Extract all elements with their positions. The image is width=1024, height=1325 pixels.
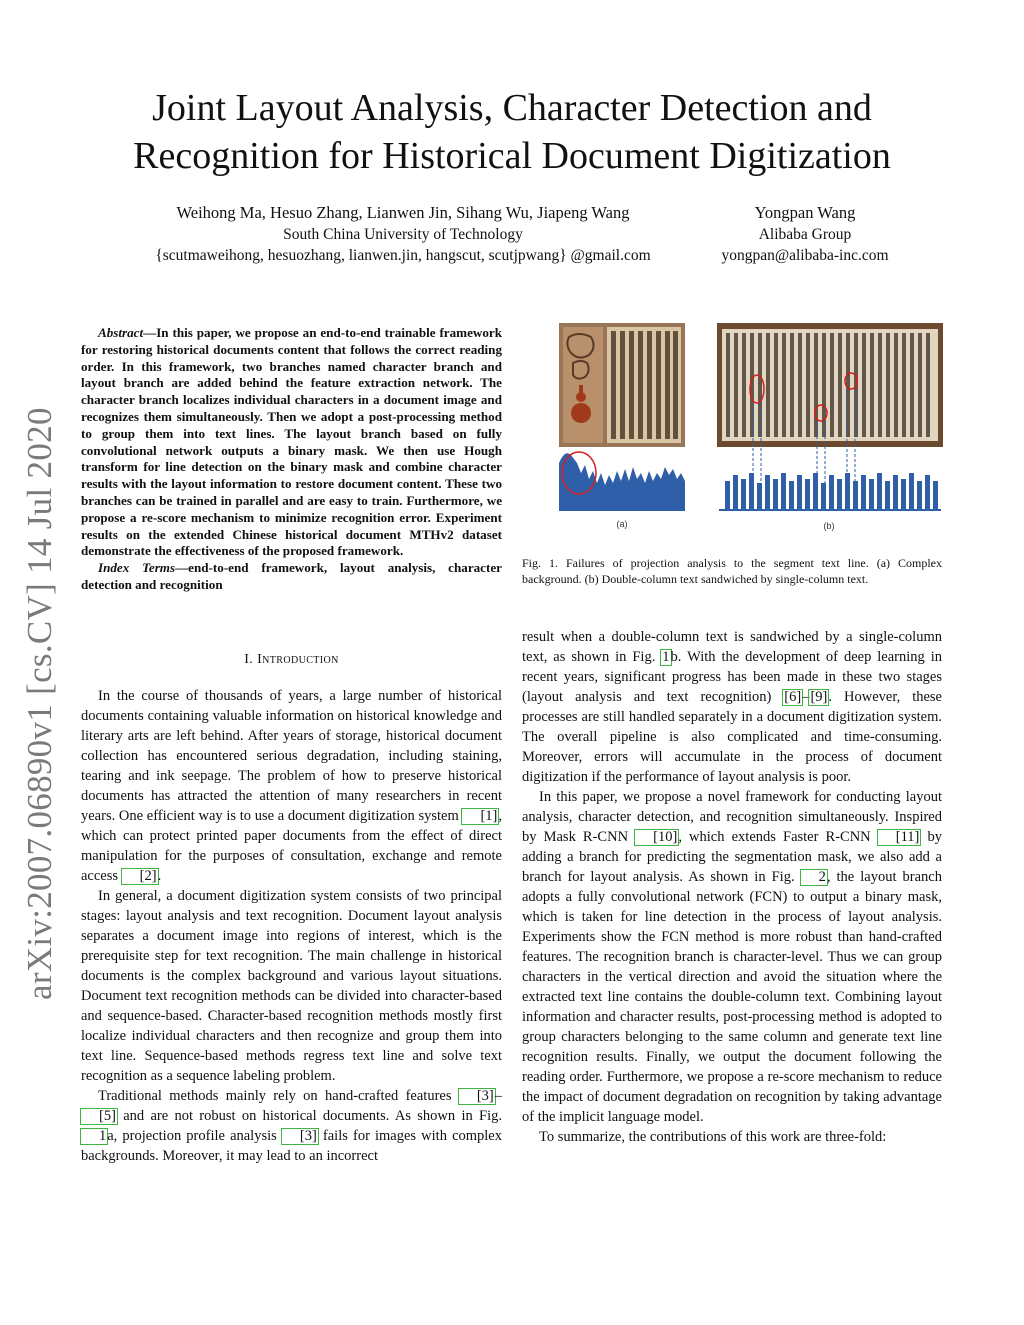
figure-1b-label: (b) <box>823 521 835 531</box>
paragraph: To summarize, the contributions of this work are three-fold: <box>539 1129 887 1145</box>
citation-link[interactable]: [2] <box>122 869 158 884</box>
figure-link[interactable]: 1 <box>662 649 670 665</box>
citation-link[interactable]: [11] <box>878 830 921 845</box>
paragraph: In the course of thousands of years, a large number of historical documents containing valuable information on historical knowledge and literary arts are left behind. After years of storage, historical document collection has encountered serious degradation, including staining, tearing and ink seepage. The problem of how to preserve historical documents has attracted the attention of many researchers in recent years. One efficient way is to use a document digitization system [1], which can protect printed paper documents from the effect of direct manipulation for the purposes of consultation, exchange and remote access [2]. <box>81 688 502 884</box>
figure-1a-projection-profile <box>559 452 685 511</box>
citation-link[interactable]: [10] <box>635 830 678 845</box>
citation-link[interactable]: [3] <box>282 1129 318 1144</box>
index-terms-text: —end-to-end framework, layout analysis, character detection and recognition <box>81 560 502 592</box>
author-name: Yongpan Wang <box>754 203 856 222</box>
paragraph: In this paper, we propose a novel framework for conducting layout analysis, character detection, and recognition simultaneously. Inspired by Mask R-CNN [10], which extends Faster R-CNN [11] by adding a branch for predicting the segmentation mask, we also add a branch for layout analysis. As shown in Fig. 2, the layout branch adopts a fully convolutional network (FCN) to output a binary mask, which is taken for line detection in the process of layout analysis. Experiments show the FCN method is more robust than hand-crafted features. The recognition branch is character-level. Thus we can group characters in the vertical direction and avoid the situation where the extracted text line contains the double-column text. Combining layout information and character results, post-processing method is adopted to group characters belonging to the same column and generate text line recognition results. Finally, we output the document following the reading order. Furthermore, we propose a re-score mechanism to reduce the impact of document degradation on recognition by taking advantage of the implicit language model. <box>522 789 942 1125</box>
figure-1a-document-image <box>559 323 685 447</box>
figure-1b-projection-profile <box>719 473 941 511</box>
paper-title <box>60 84 964 180</box>
section-heading <box>81 652 502 668</box>
figure-1b-document-image <box>717 323 943 498</box>
figure-link[interactable]: 2 <box>801 870 827 885</box>
figure-link[interactable]: 1 <box>81 1129 107 1144</box>
author-emails: {scutmaweihong, hesuozhang, lianwen.jin, hangscut, scutjpwang} @gmail.com <box>155 247 651 264</box>
citation-link[interactable]: [3] <box>459 1089 495 1104</box>
figure-1a-label: (a) <box>616 519 628 529</box>
citation-link[interactable]: [9] <box>810 689 828 705</box>
abstract <box>81 325 502 594</box>
arxiv-stamp: arXiv:2007.06890v1 [cs.CV] 14 Jul 2020 <box>20 407 59 1000</box>
author-affiliation: Alibaba Group <box>758 226 852 243</box>
author-names: Weihong Ma, Hesuo Zhang, Lianwen Jin, Sihang Wu, Jiapeng Wang <box>176 203 630 222</box>
paragraph: result when a double-column text is sandwiched by a single-column text, as shown in Fig. 1b. With the development of deep learning in recent years, significant progress has been made in these two stages (layout analysis and text recognition) [6]–[9]. However, these processes are still handled separately in a document digitization system. The overall pipeline is also complicated and time-consuming. Moreover, errors will accumulate in the process of document digitization if the performance of layout analysis is poor. <box>522 629 942 785</box>
left-column-body <box>81 686 502 1166</box>
right-column-body <box>522 627 942 1147</box>
author-block-primary <box>118 202 688 266</box>
abstract-text: —In this paper, we propose an end-to-end trainable framework for restoring historical documents content that follows the correct reading order. In this framework, two branches named character branch and layout branch are added behind the feature extraction network. The character branch localizes individual characters in a document image and recognizes them simultaneously. Then we adopt a post-processing method to group them into text lines. The layout branch based on fully convolutional network outputs a binary mask. We then use Hough transform for line detection on the binary mask and combine character results with the layout information to restore document content. These two branches can be trained in parallel and are easy to train. Furthermore, we propose a re-score mechanism to minimize recognition error. Experiment results on the extended Chinese historical document MTHv2 dataset demonstrate the effectiveness of the proposed framework. <box>81 325 502 559</box>
section-title: Introduction <box>257 652 339 667</box>
figure-1-graphic <box>559 323 943 533</box>
author-affiliation: South China University of Technology <box>283 226 523 243</box>
citation-link[interactable]: [6] <box>784 689 802 705</box>
index-terms-label: Index Terms <box>98 560 176 576</box>
paragraph: Traditional methods mainly rely on hand-crafted features [3]–[5] and are not robust on historical documents. As shown in Fig. 1a, projection profile analysis [3] fails for images with complex backgrounds. Moreover, it may lead to an incorrect <box>81 1088 502 1164</box>
title-line-2: Recognition for Historical Document Digitization <box>133 135 891 177</box>
citation-link[interactable]: [1] <box>462 809 498 824</box>
section-number: I. <box>244 652 254 667</box>
author-email: yongpan@alibaba-inc.com <box>721 247 889 264</box>
figure-1-caption: Fig. 1. Failures of projection analysis to the segment text line. (a) Complex background. (b) Double-column text sandwiched by single-column text. <box>522 556 942 586</box>
abstract-label: Abstract <box>98 325 144 340</box>
citation-link[interactable]: [5] <box>81 1109 117 1124</box>
paragraph: In general, a document digitization system consists of two principal stages: layout analysis and text recognition. Document layout analysis separates a document image into regions of interest, which is the prerequisite step for text recognition. The main challenge in historical documents is the complex background and various layout situations. Document text recognition methods can be divided into character-based and sequence-based. Character-based recognition methods mostly first localize individual characters and then recognize and group them into text line. Sequence-based methods regress text line and solve text recognition as a sequence labeling problem. <box>81 888 502 1084</box>
figure-1 <box>559 323 943 533</box>
title-line-1: Joint Layout Analysis, Character Detection and <box>152 87 872 129</box>
author-block-secondary <box>700 202 910 266</box>
